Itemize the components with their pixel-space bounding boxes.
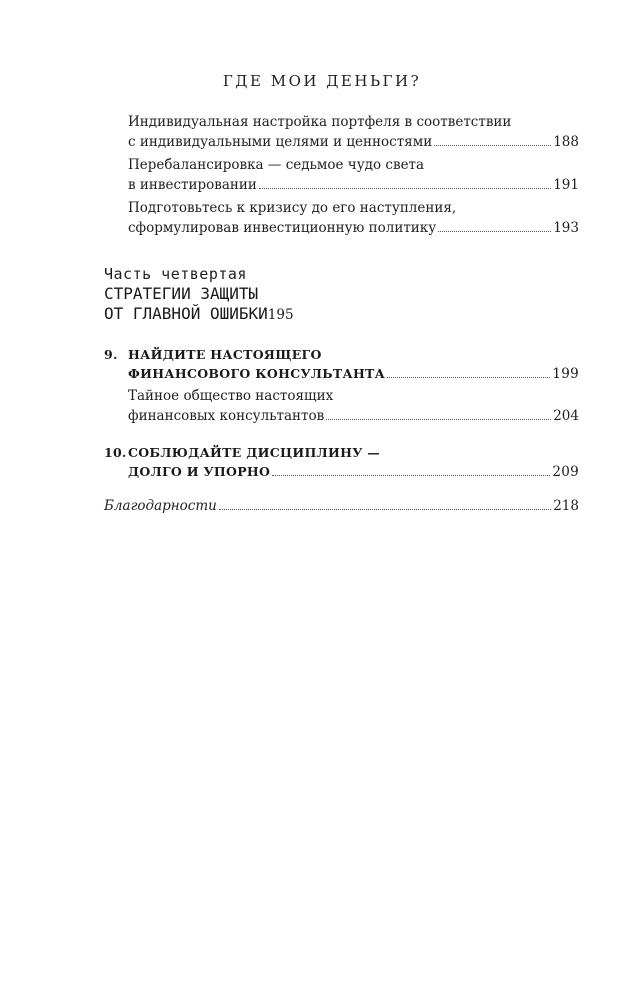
chapter-number: 9. xyxy=(104,347,118,362)
page-number: 204 xyxy=(553,408,579,424)
toc-entry-text: сформулировав инвестиционную политику xyxy=(128,220,437,236)
page-number: 199 xyxy=(552,366,579,382)
toc-entry-text: Подготовьтесь к кризису до его наступления, xyxy=(128,200,457,216)
chapter-number: 10. xyxy=(104,445,127,460)
toc-entry-text: Тайное общество настоящих xyxy=(128,388,334,404)
dot-leader xyxy=(438,231,551,232)
dot-leader xyxy=(219,509,551,510)
dot-leader xyxy=(272,475,550,476)
toc-entry-text: с индивидуальными целями и ценностями xyxy=(128,134,433,150)
page-number: 188 xyxy=(553,134,579,150)
toc-entry-text: Перебалансировка — седьмое чудо света xyxy=(128,157,425,173)
part-title-line1: СТРАТЕГИИ ЗАЩИТЫ xyxy=(104,284,259,303)
toc-entry-text: финансовых консультантов xyxy=(128,408,325,424)
running-head: ГДЕ МОИ ДЕНЬГИ? xyxy=(222,72,422,90)
part-label: Часть четвертая xyxy=(104,265,247,283)
chapter-title-line1: СОБЛЮДАЙТЕ ДИСЦИПЛИНУ — xyxy=(128,445,381,460)
page-number: 195 xyxy=(267,307,294,323)
toc-chapter-10 xyxy=(104,443,579,482)
toc-entry-portfolio-customization xyxy=(104,112,579,152)
toc-entry-crisis-preparation xyxy=(104,198,579,238)
page-number: 218 xyxy=(553,498,579,514)
toc-part-four xyxy=(104,264,579,325)
dot-leader xyxy=(326,419,551,420)
toc-entry-secret-society xyxy=(104,386,579,426)
chapter-title-line2: ФИНАНСОВОГО КОНСУЛЬТАНТА xyxy=(128,366,386,381)
dot-leader xyxy=(259,188,551,189)
page-number: 209 xyxy=(552,464,579,480)
toc-chapter-9 xyxy=(104,345,579,384)
toc-entry-text: в инвестировании xyxy=(128,177,257,193)
page-number: 191 xyxy=(553,177,579,193)
toc-entry-acknowledgements xyxy=(104,496,579,516)
dot-leader xyxy=(387,377,550,378)
chapter-title-line2: ДОЛГО И УПОРНО xyxy=(128,464,271,479)
dot-leader xyxy=(434,145,551,146)
toc-entry-text: Благодарности xyxy=(104,498,217,514)
toc-entry-text: Индивидуальная настройка портфеля в соответствии xyxy=(128,114,512,130)
part-title-line2: ОТ ГЛАВНОЙ ОШИБКИ xyxy=(104,304,268,323)
toc-entry-rebalancing xyxy=(104,155,579,195)
page-number: 193 xyxy=(553,220,579,236)
chapter-title-line1: НАЙДИТЕ НАСТОЯЩЕГО xyxy=(128,347,322,362)
